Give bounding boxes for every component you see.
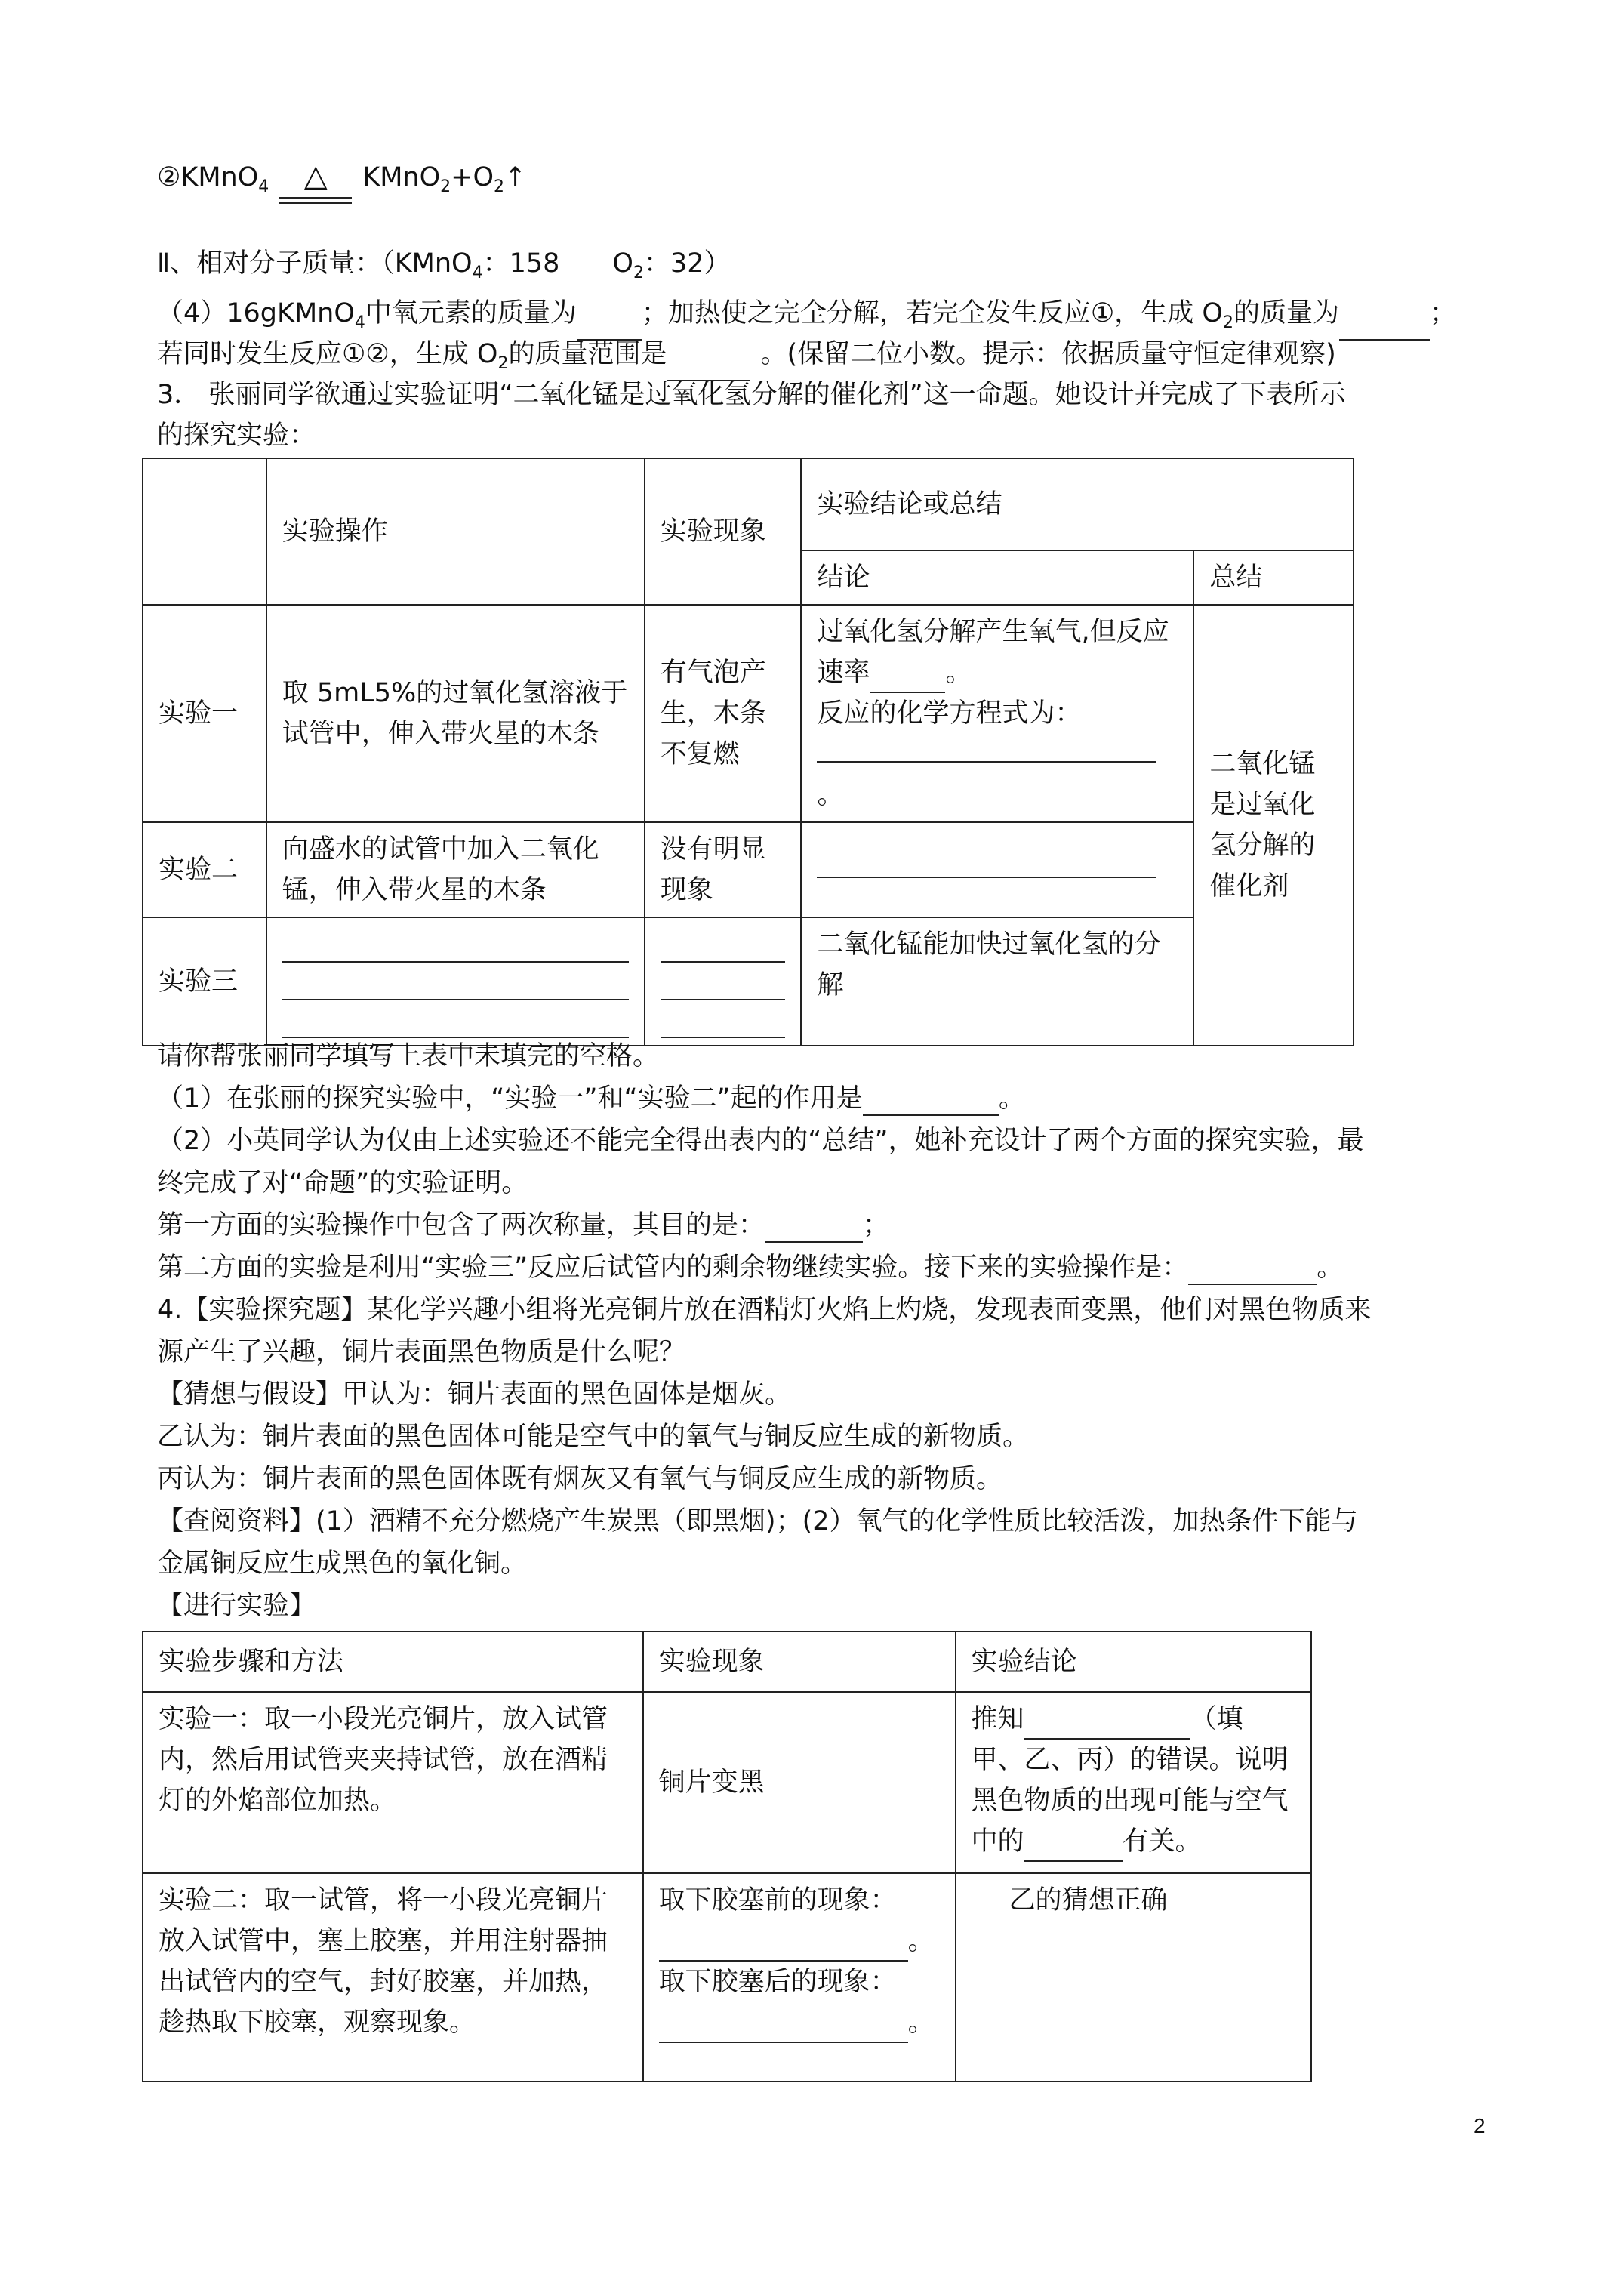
blank[interactable]: [1024, 1712, 1190, 1740]
header-steps: 实验步骤和方法: [143, 1632, 643, 1692]
row-exp2-phenomenon: 没有明显现象: [645, 822, 802, 917]
blank[interactable]: [1024, 1835, 1123, 1862]
experiment-table-1: [142, 458, 1354, 1046]
row2-phenomenon: 取下胶塞前的现象： 。 取下胶塞后的现象： 。: [643, 1873, 956, 2082]
blank[interactable]: [282, 925, 629, 963]
row-exp1-conclusion: 过氧化氢分解产生氧气,但反应速率 。 反应的化学方程式为： 。: [801, 605, 1193, 822]
row-exp1-name: 实验一: [143, 605, 266, 822]
blank[interactable]: [282, 1000, 629, 1038]
hypothesis-yi: 乙认为：铜片表面的黑色固体可能是空气中的氧气与铜反应生成的新物质。: [157, 1422, 1030, 1452]
header-conclusion: 结论: [801, 550, 1193, 605]
instruction-line: 请你帮张丽同学填写上表中未填完的空格。: [157, 1041, 660, 1071]
sub-question-2-line-1: （2）小英同学认为仅由上述实验还不能完全得出表内的“总结”，她补充设计了两个方面的探究实验，最: [157, 1126, 1364, 1156]
question-4b-line-2: 源产生了兴趣，铜片表面黑色物质是什么呢？: [157, 1337, 686, 1367]
reference-line-2: 金属铜反应生成黑色的氧化铜。: [157, 1549, 528, 1579]
row1-phenomenon: 铜片变黑: [643, 1692, 956, 1873]
row2-steps: 实验二：取一试管，将一小段光亮铜片放入试管中，塞上胶塞，并用注射器抽出试管内的空气，封好胶塞，并加热，趁热取下胶塞，观察现象。: [143, 1873, 643, 2082]
row-exp3-phenomenon: [645, 917, 802, 1046]
blank[interactable]: [659, 1934, 908, 1962]
row-exp3-operation: [266, 917, 645, 1046]
row-exp1-phenomenon: 有气泡产生，木条不复燃: [645, 605, 802, 822]
sub-question-1: （1）在张丽的探究实验中，“实验一”和“实验二”起的作用是 。: [157, 1081, 1025, 1116]
question-4b-line-1: 4.【实验探究题】某化学兴趣小组将光亮铜片放在酒精灯火焰上灼烧，发现表面变黑，他们对黑色物质来: [157, 1295, 1372, 1325]
experiment-table-2: [142, 1631, 1312, 2082]
page-number: 2: [1474, 2114, 1486, 2137]
question-4-line-2: 若同时发生反应①②，生成 $O_2$的质量范围是 。(保留二位小数。提示：依据质量守恒定律观察): [157, 337, 1336, 381]
blank[interactable]: [659, 2016, 908, 2043]
header-summary: 总结: [1193, 550, 1354, 605]
reference-line-1: 【查阅资料】(1）酒精不充分燃烧产生炭黑（即黑烟)；(2）氧气的化学性质比较活泼，加热条件下能与: [157, 1506, 1358, 1536]
row-exp2-name: 实验二: [143, 822, 266, 917]
row1-steps: 实验一：取一小段光亮铜片，放入试管内，然后用试管夹夹持试管，放在酒精灯的外焰部位加热。: [143, 1692, 643, 1873]
equation-2: ②KMnO$_4$ △ $KMnO_2+O_2↑$: [157, 160, 526, 205]
blank[interactable]: [1188, 1258, 1317, 1285]
relative-mass-line: Ⅱ、相对分子质量：（KMnO$_4$：158 $O_2$：32）: [157, 248, 731, 282]
header-operation: 实验操作: [266, 458, 645, 605]
blank[interactable]: [661, 925, 786, 963]
blank[interactable]: [282, 963, 629, 1000]
second-aspect-line: 第二方面的实验是利用“实验三”反应后试管内的剩余物继续实验。接下来的实验操作是： 。: [157, 1250, 1343, 1285]
header-phenomenon: 实验现象: [643, 1632, 956, 1692]
row-exp1-operation: 取 5mL5%的过氧化氢溶液于试管中，伸入带火星的木条: [266, 605, 645, 822]
blank[interactable]: [661, 963, 786, 1000]
experiment-heading: 【进行实验】: [157, 1591, 316, 1621]
header-conclusion-summary: 实验结论或总结: [801, 458, 1354, 550]
row1-conclusion: 推知 （填甲、乙、丙）的错误。说明黑色物质的出现可能与空气中的 有关。: [956, 1692, 1311, 1873]
blank[interactable]: [765, 1216, 863, 1243]
row-exp2-operation: 向盛水的试管中加入二氧化锰，伸入带火星的木条: [266, 822, 645, 917]
hypothesis-bing: 丙认为：铜片表面的黑色固体既有烟灰又有氧气与铜反应生成的新物质。: [157, 1464, 1003, 1494]
row-exp2-conclusion: [801, 822, 1193, 917]
row2-conclusion: 乙的猜想正确: [956, 1873, 1311, 2082]
row-exp3-conclusion: 二氧化锰能加快过氧化氢的分解: [801, 917, 1193, 1046]
question-3-line-1: 3． 张丽同学欲通过实验证明“二氧化锰是过氧化氢分解的催化剂”这一命题。她设计并完成了下表所示: [157, 380, 1346, 410]
blank[interactable]: [661, 1000, 786, 1038]
table1-corner-cell: [143, 458, 266, 605]
blank-equation[interactable]: [817, 735, 1156, 763]
blank[interactable]: [1339, 313, 1430, 341]
hypothesis-line: 【猜想与假设】甲认为：铜片表面的黑色固体是烟灰。: [157, 1379, 792, 1410]
blank[interactable]: [817, 851, 1156, 878]
summary-cell: 二氧化锰是过氧化氢分解的催化剂: [1193, 605, 1354, 1046]
question-4-line-1: （4）16gKMnO$_4$中氧元素的质量为 ；加热使之完全分解，若完全发生反应①，生成 $O_2$的质量为 ；: [157, 296, 1456, 341]
header-phenomenon: 实验现象: [645, 458, 802, 605]
first-aspect-line: 第一方面的实验操作中包含了两次称量，其目的是： ；: [157, 1208, 889, 1243]
blank[interactable]: [863, 1089, 999, 1116]
blank[interactable]: [870, 666, 945, 693]
row-exp3-name: 实验三: [143, 917, 266, 1046]
question-3-line-2: 的探究实验：: [157, 421, 316, 451]
header-conclusion: 实验结论: [956, 1632, 1311, 1692]
sub-question-2-line-2: 终完成了对“命题”的实验证明。: [157, 1168, 528, 1198]
